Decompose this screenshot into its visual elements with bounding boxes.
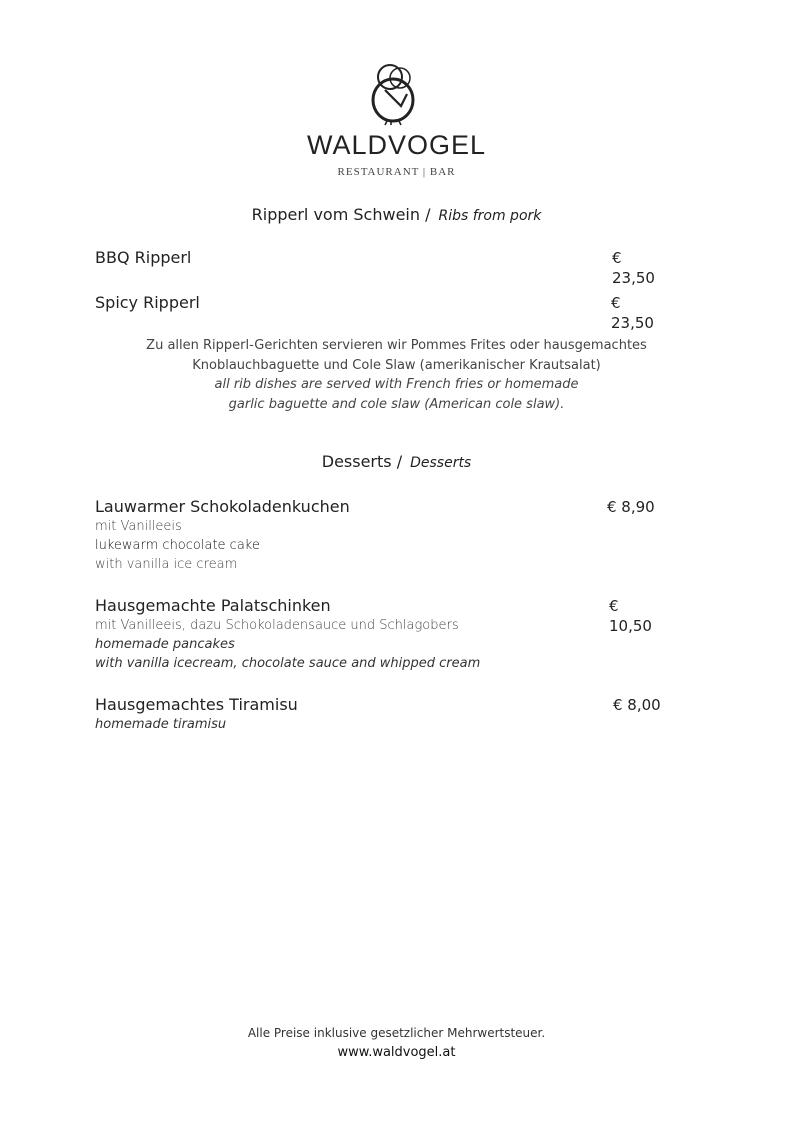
section-title-de: Desserts / (321, 452, 403, 471)
note-de-line-2: Knoblauchbaguette und Cole Slaw (amerikanischer Krautsalat) (192, 357, 601, 373)
logo-wordmark: WALDVOGEL (306, 130, 487, 160)
section-title-en: Ribs from pork (438, 208, 542, 224)
section-title-de: Ripperl vom Schwein / (251, 205, 431, 224)
menu-item-spicy-ripperl (95, 293, 665, 332)
item-price: € 8,00 (613, 696, 661, 714)
item-price: € 23,50 (612, 249, 655, 287)
logo-subtitle: RESTAURANT | BAR (337, 166, 456, 178)
menu-item-chocolate-cake (95, 497, 665, 574)
section-title-desserts (0, 452, 793, 471)
item-name: Lauwarmer Schokoladenkuchen (95, 497, 350, 516)
item-name: Hausgemachtes Tiramisu (95, 695, 298, 714)
tax-note: Alle Preise inklusive gesetzlicher Mehrwertsteuer. (247, 1026, 546, 1040)
item-name-en: homemade pancakes (95, 637, 235, 652)
item-name-en: lukewarm chocolate cake (95, 538, 260, 553)
item-name: Hausgemachte Palatschinken (95, 596, 331, 615)
menu-item-bbq-ripperl (95, 248, 665, 287)
note-de-line-1: Zu allen Ripperl-Gerichten servieren wir Pommes Frites oder hausgemachtes (146, 338, 647, 353)
ribs-side-note (0, 336, 793, 414)
item-name-en: homemade tiramisu (95, 717, 227, 732)
item-price: € 10,50 (609, 597, 652, 635)
section-title-ribs (0, 205, 793, 224)
item-price: € 8,90 (607, 498, 655, 516)
section-title-en: Desserts (410, 455, 472, 471)
item-description-en: with vanilla ice cream (95, 557, 238, 572)
menu-item-tiramisu (95, 695, 665, 734)
website-link[interactable]: www.waldvogel.at (337, 1045, 456, 1060)
menu-item-palatschinken (95, 596, 665, 673)
page-footer (0, 1024, 793, 1062)
note-en-line-2: garlic baguette and cole slaw (American cole slaw). (228, 396, 565, 412)
item-price: € 23,50 (611, 294, 654, 332)
item-description-en: with vanilla icecream, chocolate sauce and whipped cream (95, 656, 481, 671)
note-en-line-1: all rib dishes are served with French fries or homemade (214, 377, 579, 392)
bird-emblem-icon (367, 60, 427, 126)
item-name: Spicy Ripperl (95, 293, 200, 312)
restaurant-logo (0, 60, 793, 178)
item-name: BBQ Ripperl (95, 248, 192, 267)
item-description-de: mit Vanilleeis, dazu Schokoladensauce und Schlagobers (95, 618, 459, 633)
item-description-de: mit Vanilleeis (95, 519, 182, 534)
